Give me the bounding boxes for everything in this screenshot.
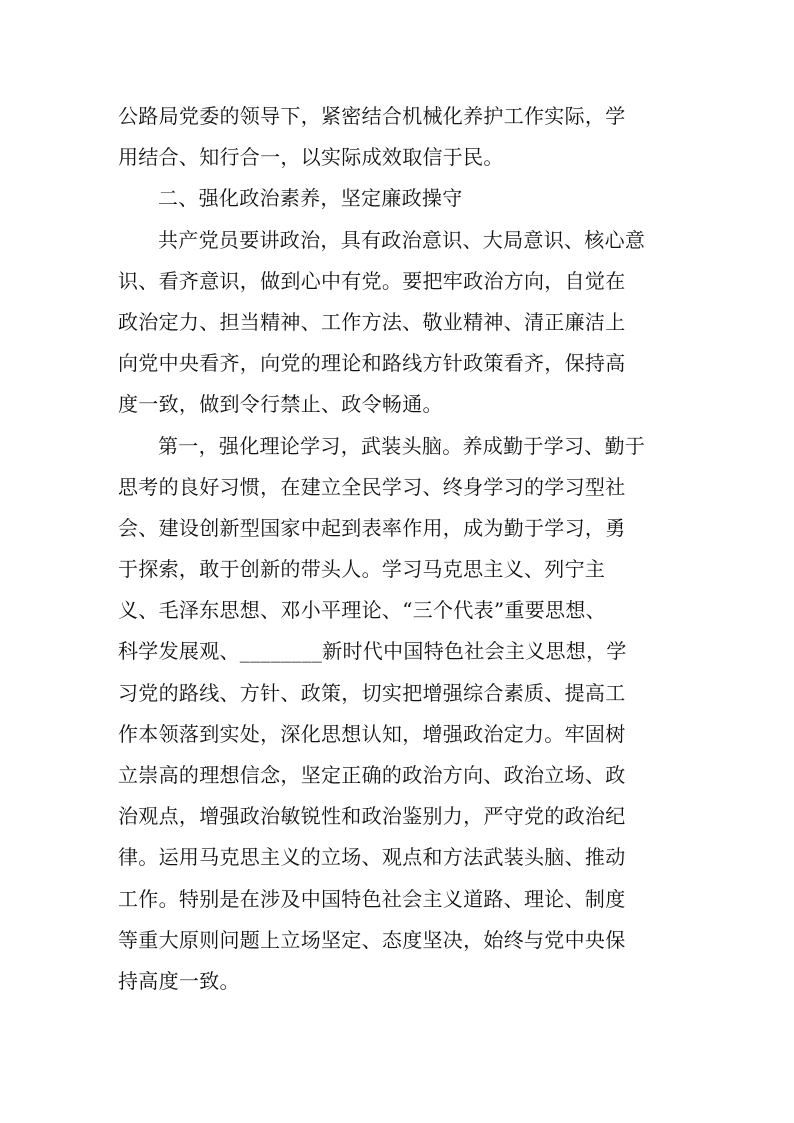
text-line: 度一致，做到令行禁止、政令畅通。: [118, 392, 443, 417]
text-line: 识、看齐意识，做到心中有党。要把牢政治方向，自觉在: [118, 268, 626, 293]
text-line: 义、毛泽东思想、邓小平理论、“三个代表”重要思想、: [118, 598, 606, 623]
text-line: 用结合、知行合一，以实际成效取信于民。: [118, 145, 504, 170]
text-line: 律。运用马克思主义的立场、观点和方法武装头脑、推动: [118, 845, 626, 870]
text-line: 科学发展观、________新时代中国特色社会主义思想，学: [118, 639, 627, 664]
text-line: 向党中央看齐，向党的理论和路线方针政策看齐，保持高: [118, 351, 626, 376]
text-line: 思考的良好习惯，在建立全民学习、终身学习的学习型社: [118, 474, 626, 499]
text-line: 持高度一致。: [118, 968, 240, 993]
text-line: 共产党员要讲政治，具有政治意识、大局意识、核心意: [158, 227, 646, 252]
text-line: 于探索，敢于创新的带头人。学习马克思主义、列宁主: [118, 557, 606, 582]
text-line: 治观点，增强政治敏锐性和政治鉴别力，严守党的政治纪: [118, 804, 626, 829]
text-line: 立崇高的理想信念，坚定正确的政治方向、政治立场、政: [118, 763, 626, 787]
text-line: 第一，强化理论学习，武装头脑。养成勤于学习、勤于: [158, 433, 646, 458]
section-heading: 二、强化政治素养，坚定廉政操守: [158, 186, 463, 211]
text-line: 作本领落到实处，深化思想认知，增强政治定力。牢固树: [118, 721, 626, 746]
text-line: 习党的路线、方针、政策，切实把增强综合素质、提高工: [118, 680, 626, 705]
text-line: 等重大原则问题上立场坚定、态度坚决，始终与党中央保: [118, 927, 626, 952]
text-line: 工作。特别是在涉及中国特色社会主义道路、理论、制度: [118, 886, 626, 911]
text-line: 公路局党委的领导下，紧密结合机械化养护工作实际，学: [118, 104, 626, 128]
text-line: 政治定力、担当精神、工作方法、敬业精神、清正廉洁上: [118, 309, 626, 334]
body-text: [118, 96, 678, 1002]
text-line: 会、建设创新型国家中起到表率作用，成为勤于学习，勇: [118, 515, 626, 540]
